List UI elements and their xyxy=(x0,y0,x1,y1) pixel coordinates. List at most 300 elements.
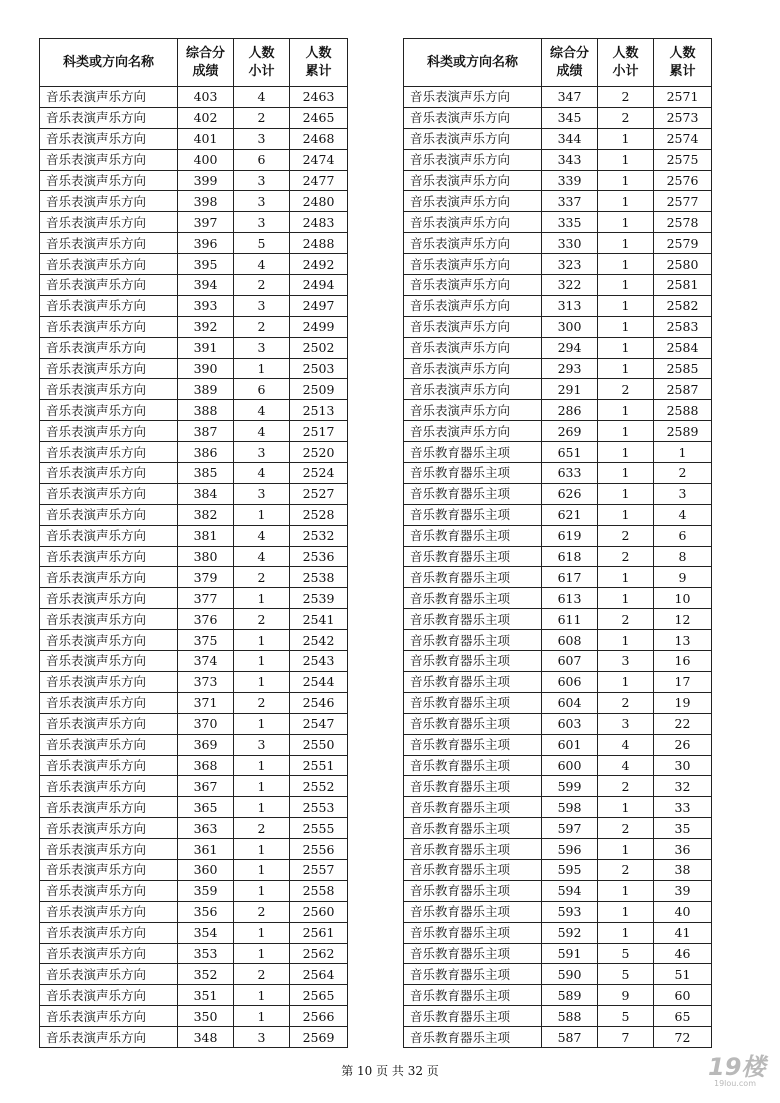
cell-name: 音乐教育器乐主项 xyxy=(404,922,542,943)
cell-count: 2 xyxy=(598,776,654,797)
cell-count: 2 xyxy=(234,964,290,985)
cell-name: 音乐表演声乐方向 xyxy=(404,295,542,316)
table-row xyxy=(404,149,712,170)
cell-count: 2 xyxy=(598,379,654,400)
cell-score: 400 xyxy=(178,149,234,170)
cell-name: 音乐表演声乐方向 xyxy=(404,212,542,233)
cell-count: 1 xyxy=(598,922,654,943)
table-row xyxy=(40,170,348,191)
cell-cumulative: 2543 xyxy=(290,651,348,672)
table-row xyxy=(404,1027,712,1048)
cell-cumulative: 2561 xyxy=(290,922,348,943)
table-row xyxy=(404,671,712,692)
cell-score: 339 xyxy=(542,170,598,191)
watermark-logo xyxy=(704,1049,770,1089)
cell-name: 音乐教育器乐主项 xyxy=(404,609,542,630)
cell-count: 4 xyxy=(234,546,290,567)
cell-count: 1 xyxy=(598,316,654,337)
table-row xyxy=(40,964,348,985)
cell-cumulative: 1 xyxy=(654,442,712,463)
cell-name: 音乐表演声乐方向 xyxy=(40,922,178,943)
cell-score: 345 xyxy=(542,107,598,128)
score-table-left xyxy=(39,38,348,1048)
cell-score: 382 xyxy=(178,504,234,525)
cell-count: 1 xyxy=(234,713,290,734)
cell-cumulative: 16 xyxy=(654,651,712,672)
table-row xyxy=(404,295,712,316)
header-name: 科类或方向名称 xyxy=(404,39,542,87)
table-row xyxy=(40,985,348,1006)
table-row xyxy=(404,734,712,755)
cell-score: 335 xyxy=(542,212,598,233)
cell-score: 603 xyxy=(542,713,598,734)
cell-name: 音乐表演声乐方向 xyxy=(40,901,178,922)
cell-score: 322 xyxy=(542,275,598,296)
cell-count: 6 xyxy=(234,149,290,170)
cell-cumulative: 2488 xyxy=(290,233,348,254)
cell-cumulative: 2565 xyxy=(290,985,348,1006)
cell-count: 2 xyxy=(598,87,654,108)
cell-cumulative: 2574 xyxy=(654,128,712,149)
cell-name: 音乐表演声乐方向 xyxy=(404,316,542,337)
cell-cumulative: 2483 xyxy=(290,212,348,233)
cell-score: 370 xyxy=(178,713,234,734)
table-row xyxy=(40,149,348,170)
cell-cumulative: 2499 xyxy=(290,316,348,337)
cell-count: 1 xyxy=(598,671,654,692)
table-header-row xyxy=(40,39,348,87)
cell-name: 音乐表演声乐方向 xyxy=(40,671,178,692)
cell-count: 3 xyxy=(234,212,290,233)
cell-name: 音乐表演声乐方向 xyxy=(40,776,178,797)
table-row xyxy=(40,128,348,149)
cell-score: 348 xyxy=(178,1027,234,1048)
table-row xyxy=(404,316,712,337)
cell-name: 音乐教育器乐主项 xyxy=(404,671,542,692)
cell-count: 1 xyxy=(234,859,290,880)
cell-cumulative: 65 xyxy=(654,1006,712,1027)
table-row xyxy=(40,400,348,421)
cell-count: 2 xyxy=(598,546,654,567)
cell-count: 1 xyxy=(234,671,290,692)
cell-cumulative: 2538 xyxy=(290,567,348,588)
cell-count: 2 xyxy=(234,692,290,713)
cell-count: 2 xyxy=(234,609,290,630)
cell-score: 350 xyxy=(178,1006,234,1027)
cell-count: 6 xyxy=(234,379,290,400)
cell-cumulative: 2575 xyxy=(654,149,712,170)
cell-cumulative: 2557 xyxy=(290,859,348,880)
cell-name: 音乐表演声乐方向 xyxy=(40,233,178,254)
cell-cumulative: 30 xyxy=(654,755,712,776)
table-row xyxy=(40,504,348,525)
cell-cumulative: 2509 xyxy=(290,379,348,400)
cell-cumulative: 2578 xyxy=(654,212,712,233)
table-row xyxy=(40,337,348,358)
cell-name: 音乐教育器乐主项 xyxy=(404,504,542,525)
table-row xyxy=(404,818,712,839)
cell-cumulative: 2539 xyxy=(290,588,348,609)
cell-score: 381 xyxy=(178,525,234,546)
table-row xyxy=(404,170,712,191)
table-row xyxy=(40,651,348,672)
cell-score: 590 xyxy=(542,964,598,985)
cell-name: 音乐表演声乐方向 xyxy=(40,525,178,546)
cell-cumulative: 8 xyxy=(654,546,712,567)
cell-name: 音乐表演声乐方向 xyxy=(404,128,542,149)
cell-cumulative: 2579 xyxy=(654,233,712,254)
cell-name: 音乐表演声乐方向 xyxy=(404,379,542,400)
cell-name: 音乐表演声乐方向 xyxy=(40,87,178,108)
cell-cumulative: 2527 xyxy=(290,483,348,504)
cell-count: 1 xyxy=(598,212,654,233)
cell-score: 373 xyxy=(178,671,234,692)
cell-count: 4 xyxy=(234,463,290,484)
cell-cumulative: 10 xyxy=(654,588,712,609)
table-row xyxy=(40,442,348,463)
score-table-right xyxy=(403,38,712,1048)
cell-count: 3 xyxy=(234,128,290,149)
table-row xyxy=(40,421,348,442)
cell-score: 633 xyxy=(542,463,598,484)
cell-count: 1 xyxy=(598,400,654,421)
cell-score: 380 xyxy=(178,546,234,567)
table-row xyxy=(404,1006,712,1027)
cell-count: 1 xyxy=(598,797,654,818)
cell-cumulative: 2551 xyxy=(290,755,348,776)
table-row xyxy=(40,943,348,964)
cell-count: 1 xyxy=(234,651,290,672)
cell-count: 4 xyxy=(234,87,290,108)
cell-count: 1 xyxy=(234,880,290,901)
cell-score: 294 xyxy=(542,337,598,358)
cell-count: 1 xyxy=(598,295,654,316)
cell-name: 音乐表演声乐方向 xyxy=(40,442,178,463)
cell-score: 597 xyxy=(542,818,598,839)
cell-score: 613 xyxy=(542,588,598,609)
cell-score: 402 xyxy=(178,107,234,128)
cell-cumulative: 2576 xyxy=(654,170,712,191)
cell-name: 音乐教育器乐主项 xyxy=(404,651,542,672)
table-row xyxy=(40,922,348,943)
cell-cumulative: 2477 xyxy=(290,170,348,191)
cell-score: 375 xyxy=(178,630,234,651)
cell-cumulative: 36 xyxy=(654,839,712,860)
header-count: 人数 小计 xyxy=(598,39,654,87)
cell-cumulative: 40 xyxy=(654,901,712,922)
cell-cumulative: 2560 xyxy=(290,901,348,922)
header-score: 综合分 成绩 xyxy=(542,39,598,87)
table-row xyxy=(404,964,712,985)
cell-name: 音乐表演声乐方向 xyxy=(40,463,178,484)
cell-cumulative: 19 xyxy=(654,692,712,713)
cell-cumulative: 2502 xyxy=(290,337,348,358)
cell-score: 594 xyxy=(542,880,598,901)
page-number: 第 10 页 共 32 页 xyxy=(341,1064,439,1078)
cell-score: 393 xyxy=(178,295,234,316)
cell-score: 360 xyxy=(178,859,234,880)
cell-count: 3 xyxy=(598,651,654,672)
cell-cumulative: 2544 xyxy=(290,671,348,692)
table-row xyxy=(404,567,712,588)
cell-name: 音乐表演声乐方向 xyxy=(404,421,542,442)
cell-cumulative: 2582 xyxy=(654,295,712,316)
cell-score: 377 xyxy=(178,588,234,609)
cell-name: 音乐表演声乐方向 xyxy=(40,504,178,525)
table-row xyxy=(404,776,712,797)
table-row xyxy=(404,985,712,1006)
cell-cumulative: 32 xyxy=(654,776,712,797)
cell-cumulative: 60 xyxy=(654,985,712,1006)
cell-name: 音乐表演声乐方向 xyxy=(40,713,178,734)
cell-score: 587 xyxy=(542,1027,598,1048)
table-row xyxy=(404,275,712,296)
table-row xyxy=(404,922,712,943)
cell-cumulative: 2587 xyxy=(654,379,712,400)
cell-name: 音乐教育器乐主项 xyxy=(404,567,542,588)
cell-name: 音乐表演声乐方向 xyxy=(404,400,542,421)
cell-cumulative: 2571 xyxy=(654,87,712,108)
cell-count: 1 xyxy=(234,797,290,818)
cell-score: 589 xyxy=(542,985,598,1006)
table-row xyxy=(404,525,712,546)
table-row xyxy=(40,671,348,692)
cell-name: 音乐教育器乐主项 xyxy=(404,734,542,755)
table-row xyxy=(404,191,712,212)
cell-cumulative: 35 xyxy=(654,818,712,839)
cell-count: 1 xyxy=(598,483,654,504)
logo-brand: 19楼 xyxy=(708,1053,766,1081)
table-row xyxy=(40,839,348,860)
cell-name: 音乐表演声乐方向 xyxy=(40,1027,178,1048)
cell-name: 音乐表演声乐方向 xyxy=(40,149,178,170)
table-row xyxy=(404,463,712,484)
table-row xyxy=(404,859,712,880)
cell-score: 395 xyxy=(178,254,234,275)
cell-cumulative: 2555 xyxy=(290,818,348,839)
table-row xyxy=(40,358,348,379)
cell-cumulative: 2536 xyxy=(290,546,348,567)
cell-name: 音乐表演声乐方向 xyxy=(40,755,178,776)
cell-name: 音乐表演声乐方向 xyxy=(40,379,178,400)
cell-name: 音乐教育器乐主项 xyxy=(404,442,542,463)
cell-name: 音乐表演声乐方向 xyxy=(40,943,178,964)
cell-name: 音乐表演声乐方向 xyxy=(40,358,178,379)
cell-count: 2 xyxy=(234,901,290,922)
cell-count: 1 xyxy=(598,880,654,901)
cell-score: 607 xyxy=(542,651,598,672)
cell-name: 音乐表演声乐方向 xyxy=(40,630,178,651)
table-row xyxy=(404,880,712,901)
table-row xyxy=(40,254,348,275)
cell-cumulative: 2503 xyxy=(290,358,348,379)
cell-count: 1 xyxy=(234,943,290,964)
cell-name: 音乐教育器乐主项 xyxy=(404,1027,542,1048)
cell-cumulative: 2569 xyxy=(290,1027,348,1048)
cell-name: 音乐表演声乐方向 xyxy=(404,337,542,358)
table-row xyxy=(40,880,348,901)
table-row xyxy=(404,358,712,379)
cell-count: 2 xyxy=(234,107,290,128)
cell-cumulative: 2513 xyxy=(290,400,348,421)
cell-count: 1 xyxy=(598,233,654,254)
cell-count: 1 xyxy=(598,170,654,191)
table-row xyxy=(40,546,348,567)
cell-score: 367 xyxy=(178,776,234,797)
cell-cumulative: 17 xyxy=(654,671,712,692)
cell-score: 621 xyxy=(542,504,598,525)
cell-score: 388 xyxy=(178,400,234,421)
cell-score: 626 xyxy=(542,483,598,504)
cell-name: 音乐表演声乐方向 xyxy=(40,609,178,630)
table-row xyxy=(404,442,712,463)
cell-score: 387 xyxy=(178,421,234,442)
cell-score: 300 xyxy=(542,316,598,337)
cell-cumulative: 6 xyxy=(654,525,712,546)
cell-count: 4 xyxy=(598,755,654,776)
cell-score: 390 xyxy=(178,358,234,379)
cell-name: 音乐表演声乐方向 xyxy=(40,316,178,337)
cell-count: 4 xyxy=(234,525,290,546)
cell-score: 608 xyxy=(542,630,598,651)
cell-cumulative: 2480 xyxy=(290,191,348,212)
cell-count: 1 xyxy=(234,588,290,609)
cell-count: 4 xyxy=(598,734,654,755)
cell-cumulative: 2553 xyxy=(290,797,348,818)
cell-cumulative: 2588 xyxy=(654,400,712,421)
cell-cumulative: 2580 xyxy=(654,254,712,275)
cell-score: 376 xyxy=(178,609,234,630)
cell-score: 401 xyxy=(178,128,234,149)
cell-count: 1 xyxy=(598,358,654,379)
cell-name: 音乐表演声乐方向 xyxy=(40,337,178,358)
cell-name: 音乐表演声乐方向 xyxy=(40,859,178,880)
cell-count: 1 xyxy=(598,254,654,275)
cell-count: 3 xyxy=(234,734,290,755)
cell-score: 403 xyxy=(178,87,234,108)
cell-name: 音乐表演声乐方向 xyxy=(40,295,178,316)
table-header-row xyxy=(404,39,712,87)
cell-score: 384 xyxy=(178,483,234,504)
cell-name: 音乐教育器乐主项 xyxy=(404,859,542,880)
cell-score: 374 xyxy=(178,651,234,672)
cell-name: 音乐教育器乐主项 xyxy=(404,985,542,1006)
cell-score: 593 xyxy=(542,901,598,922)
cell-score: 611 xyxy=(542,609,598,630)
cell-cumulative: 2532 xyxy=(290,525,348,546)
cell-count: 5 xyxy=(598,1006,654,1027)
cell-cumulative: 13 xyxy=(654,630,712,651)
cell-count: 1 xyxy=(234,776,290,797)
cell-name: 音乐教育器乐主项 xyxy=(404,546,542,567)
cell-score: 392 xyxy=(178,316,234,337)
cell-cumulative: 33 xyxy=(654,797,712,818)
cell-cumulative: 2562 xyxy=(290,943,348,964)
table-row xyxy=(40,1027,348,1048)
table-row xyxy=(40,1006,348,1027)
cell-cumulative: 2564 xyxy=(290,964,348,985)
cell-name: 音乐教育器乐主项 xyxy=(404,818,542,839)
cell-count: 1 xyxy=(234,504,290,525)
cell-name: 音乐表演声乐方向 xyxy=(40,1006,178,1027)
table-row xyxy=(404,546,712,567)
table-row xyxy=(40,379,348,400)
cell-cumulative: 2573 xyxy=(654,107,712,128)
cell-cumulative: 2492 xyxy=(290,254,348,275)
table-row xyxy=(40,525,348,546)
cell-count: 1 xyxy=(598,630,654,651)
cell-count: 7 xyxy=(598,1027,654,1048)
table-row xyxy=(404,797,712,818)
header-cumulative: 人数 累计 xyxy=(290,39,348,87)
cell-count: 5 xyxy=(598,943,654,964)
cell-score: 591 xyxy=(542,943,598,964)
cell-name: 音乐表演声乐方向 xyxy=(404,191,542,212)
cell-name: 音乐表演声乐方向 xyxy=(404,358,542,379)
table-row xyxy=(404,379,712,400)
table-row xyxy=(404,901,712,922)
cell-score: 617 xyxy=(542,567,598,588)
cell-name: 音乐教育器乐主项 xyxy=(404,839,542,860)
cell-name: 音乐表演声乐方向 xyxy=(40,734,178,755)
cell-name: 音乐表演声乐方向 xyxy=(404,170,542,191)
cell-name: 音乐教育器乐主项 xyxy=(404,797,542,818)
table-row xyxy=(404,609,712,630)
table-row xyxy=(404,128,712,149)
table-row xyxy=(40,233,348,254)
cell-score: 323 xyxy=(542,254,598,275)
cell-count: 9 xyxy=(598,985,654,1006)
cell-score: 353 xyxy=(178,943,234,964)
cell-count: 2 xyxy=(598,818,654,839)
cell-cumulative: 2547 xyxy=(290,713,348,734)
cell-name: 音乐教育器乐主项 xyxy=(404,713,542,734)
cell-score: 361 xyxy=(178,839,234,860)
cell-cumulative: 2556 xyxy=(290,839,348,860)
cell-name: 音乐教育器乐主项 xyxy=(404,755,542,776)
cell-cumulative: 9 xyxy=(654,567,712,588)
cell-score: 286 xyxy=(542,400,598,421)
table-row xyxy=(404,337,712,358)
cell-score: 651 xyxy=(542,442,598,463)
cell-count: 3 xyxy=(234,483,290,504)
cell-score: 293 xyxy=(542,358,598,379)
cell-count: 3 xyxy=(598,713,654,734)
cell-count: 1 xyxy=(598,149,654,170)
table-row xyxy=(404,504,712,525)
table-row xyxy=(40,776,348,797)
cell-name: 音乐教育器乐主项 xyxy=(404,901,542,922)
cell-name: 音乐教育器乐主项 xyxy=(404,943,542,964)
cell-name: 音乐表演声乐方向 xyxy=(404,107,542,128)
cell-score: 354 xyxy=(178,922,234,943)
cell-name: 音乐教育器乐主项 xyxy=(404,692,542,713)
cell-cumulative: 2528 xyxy=(290,504,348,525)
table-row xyxy=(40,713,348,734)
cell-name: 音乐表演声乐方向 xyxy=(40,692,178,713)
site-logo-icon xyxy=(704,1049,770,1089)
cell-cumulative: 41 xyxy=(654,922,712,943)
cell-name: 音乐表演声乐方向 xyxy=(40,567,178,588)
cell-cumulative: 72 xyxy=(654,1027,712,1048)
cell-count: 1 xyxy=(234,630,290,651)
table-row xyxy=(404,107,712,128)
cell-count: 4 xyxy=(234,421,290,442)
cell-count: 1 xyxy=(234,922,290,943)
cell-cumulative: 2517 xyxy=(290,421,348,442)
table-row xyxy=(404,713,712,734)
cell-name: 音乐表演声乐方向 xyxy=(404,233,542,254)
